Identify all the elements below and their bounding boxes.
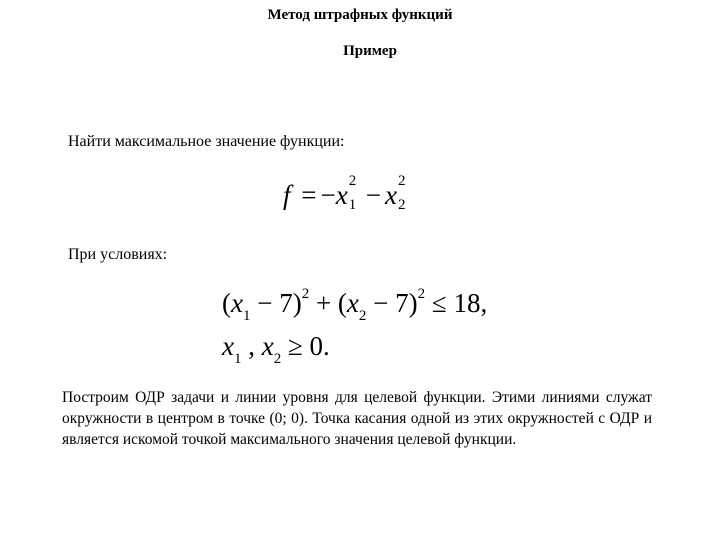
objective-var-2-power: 2 <box>397 173 406 189</box>
objective-function-formula <box>283 173 411 213</box>
constraint-1-power-1: 2 <box>301 286 310 302</box>
explanation-paragraph: Построим ОДР задачи и линии уровня для целевой функции. Этими линиями служат окружности в центром в точке (0; 0). Точка касания одной из этих окружностей с ОДР и является искомой точкой максимального значения целевой функции. <box>62 389 652 448</box>
constraint-1-minus-2: − 7) <box>366 288 418 318</box>
constraint-1-relation: ≤ 18, <box>425 288 488 318</box>
objective-var-2-indices <box>397 173 411 213</box>
constraint-2-var-2-index: 2 <box>273 351 282 367</box>
constraint-2-var-1-index: 1 <box>233 351 242 367</box>
constraint-1-power-2: 2 <box>417 286 426 302</box>
constraint-1-formula <box>222 286 488 324</box>
objective-var-1-index: 1 <box>348 197 357 213</box>
objective-var-1-indices <box>348 173 362 213</box>
objective-equals: = <box>301 180 317 210</box>
constraint-2-formula <box>222 331 330 367</box>
objective-minus-1: − <box>320 180 336 210</box>
constraint-1-var-1-index: 1 <box>242 308 251 324</box>
constraint-1-minus-1: − 7) <box>250 288 302 318</box>
objective-var-1: x <box>335 180 348 210</box>
constraint-1-var-1: x <box>231 288 243 318</box>
objective-minus-2: − <box>365 180 381 210</box>
page-title: Метод штрафных функций <box>267 7 453 23</box>
objective-var-1-power: 2 <box>348 173 357 189</box>
constraint-1-open: ( <box>222 288 231 318</box>
constraint-1-var-2-index: 2 <box>358 308 367 324</box>
constraint-2-comma: , <box>241 331 262 361</box>
conditions-label: При условиях: <box>68 246 168 263</box>
objective-var-2: x <box>384 180 397 210</box>
constraint-2-var-2: x <box>261 331 274 361</box>
constraint-1-var-2: x <box>346 288 359 318</box>
objective-var-2-index: 2 <box>397 197 406 213</box>
page-subtitle: Пример <box>343 43 397 59</box>
task-statement: Найти максимальное значение функции: <box>68 133 345 150</box>
objective-lhs: f <box>283 180 291 210</box>
constraint-1-plus: + ( <box>309 288 347 318</box>
constraint-2-relation: ≥ 0. <box>281 331 330 361</box>
constraint-2-var-1: x <box>222 331 234 361</box>
